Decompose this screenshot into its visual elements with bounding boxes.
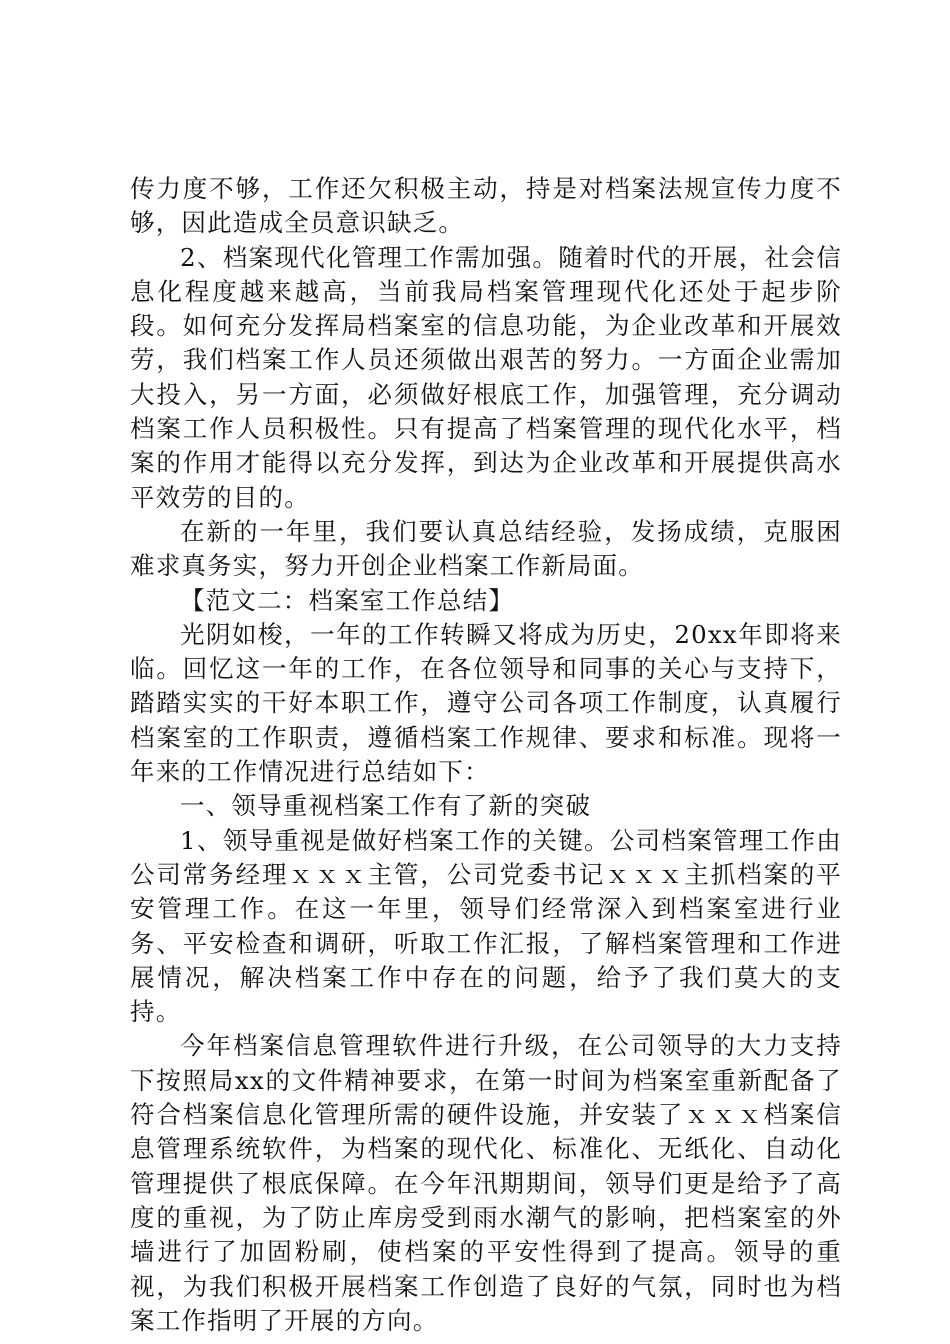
paragraph-leadership-key: 1、领导重视是做好档案工作的关键。公司档案管理工作由公司常务经理ｘｘｘ主管，公司党委书记ｘｘｘ主抓档案的平安管理工作。在这一年里，领导们经常深入到档案室进行业务、平安检查和调研，听取工作汇报，了解档案管理和工作进展情况，解决档案工作中存在的问题，给予了我们莫大的支持。 bbox=[130, 825, 842, 1027]
paragraph-modernization: 2、档案现代化管理工作需加强。随着时代的开展，社会信息化程度越来越高，当前我局档案管理现代化还处于起步阶段。如何充分发挥局档案室的信息功能，为企业改革和开展效劳，我们档案工作人员还须做出艰苦的努力。一方面企业需加大投入，另一方面，必须做好根底工作，加强管理，充分调动档案工作人员积极性。只有提高了档案管理的现代化水平，档案的作用才能得以充分发挥，到达为企业改革和开展提供高水平效劳的目的。 bbox=[130, 242, 842, 512]
subheading-leadership: 一、领导重视档案工作有了新的突破 bbox=[180, 791, 592, 821]
paragraph-intro: 光阴如梭，一年的工作转瞬又将成为历史，20xx年即将来临。回忆这一年的工作，在各位领导和同事的关心与支持下，踏踏实实的干好本职工作，遵守公司各项工作制度，认真履行档案室的工作职责，遵循档案工作规律、要求和标准。现将一年来的工作情况进行总结如下： bbox=[130, 619, 842, 787]
document-body bbox=[130, 172, 842, 1338]
paragraph-software-upgrade: 今年档案信息管理软件进行升级，在公司领导的大力支持下按照局xx的文件精神要求，在第一时间为档案室重新配备了符合档案信息化管理所需的硬件设施，并安装了ｘｘｘ档案信息管理系统软件，为档案的现代化、标准化、无纸化、自动化管理提供了根底保障。在今年汛期期间，领导们更是给予了高度的重视，为了防止库房受到雨水潮气的影响，把档案室的外墙进行了加固粉刷，使档案的平安性得到了提高。领导的重视，为我们积极开展档案工作创造了良好的气氛，同时也为档案工作指明了开展的方向。 bbox=[130, 1031, 842, 1335]
paragraph-continuation: 传力度不够，工作还欠积极主动，持是对档案法规宣传力度不够，因此造成全员意识缺乏。 bbox=[130, 174, 842, 238]
section-heading-sample-two: 【范文二：档案室工作总结】 bbox=[180, 585, 515, 615]
paragraph-new-year: 在新的一年里，我们要认真总结经验，发扬成绩，克服困难求真务实，努力开创企业档案工作新局面。 bbox=[130, 516, 842, 581]
